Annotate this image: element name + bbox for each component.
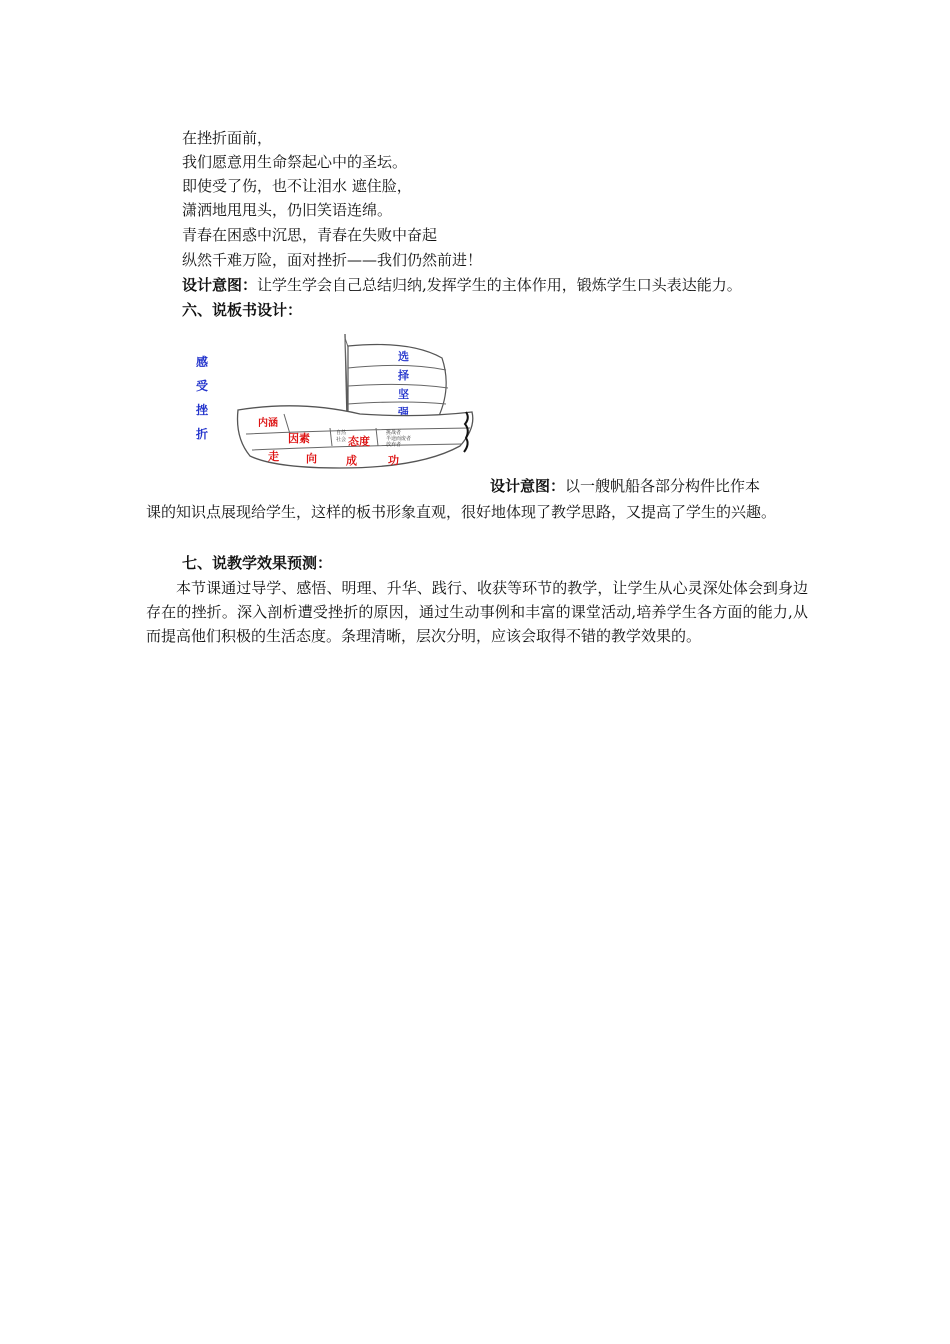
poem-line-1: 在挫折面前，: [182, 129, 273, 147]
design-intent-2-label: 设计意图：: [490, 477, 566, 495]
hull-small-left: 自然: [336, 430, 347, 436]
design-intent-1-label: 设计意图：: [182, 276, 258, 294]
poem-line-4: 潇洒地甩甩头，仍旧笑语连绵。: [182, 201, 393, 219]
design-intent-2-first-line: [490, 475, 760, 497]
section-6-heading: 六、说板书设计：: [182, 301, 303, 319]
section-7-heading: 七、说教学效果预测：: [182, 554, 333, 572]
hull-small-right: 半途而废者: [386, 436, 412, 442]
design-intent-2-text-first: 以一艘帆船各部分构件比作本: [565, 477, 761, 495]
sail-char: 坚: [398, 388, 409, 401]
poem-line-2: 我们愿意用生命祭起心中的圣坛。: [182, 153, 408, 171]
section-7-body: 本节课通过导学、感悟、明理、升华、践行、收获等环节的教学，让学生从心灵深处体会到身边存在的挫折。深入剖析遭受挫折的原因，通过生动事例和丰富的课堂活动,培养学生各方面的能力,从而提高他们积极的生活态度。条理清晰，层次分明，应该会取得不错的教学效果的。: [146, 579, 808, 645]
design-intent-1-text: 让学生学会自己总结归纳,发挥学生的主体作用，锻炼学生口头表达能力。: [257, 276, 742, 294]
vertical-char: 折: [196, 427, 209, 441]
hull-small-right: 放弃者: [386, 442, 402, 448]
vertical-char: 感: [196, 355, 209, 369]
vertical-char: 受: [196, 379, 209, 393]
design-intent-1: [182, 274, 742, 296]
hull-bottom-char: 向: [306, 452, 317, 465]
sail-char: 择: [398, 369, 409, 382]
poem-line-3: 即使受了伤，也不让泪水 遮住脸，: [182, 177, 412, 195]
vertical-char: 挫: [196, 403, 209, 417]
sailboat-board-diagram: [180, 328, 480, 478]
hull-neihan: 内涵: [258, 418, 278, 429]
hull-bottom-char: 成: [346, 454, 357, 467]
hull-bottom-char: 功: [388, 454, 399, 467]
sail-char: 强: [398, 406, 409, 419]
design-intent-2-rest: 课的知识点展现给学生，这样的板书形象直观，很好地体现了教学思路，又提高了学生的兴趣。: [146, 503, 777, 521]
hull-small-left: 社会: [336, 437, 347, 443]
hull-taidu: 态度: [348, 435, 370, 448]
poem-line-5: 青春在困惑中沉思，青春在失败中奋起: [182, 226, 438, 244]
hull-small-right: 挑战者: [386, 430, 402, 436]
hull-yinsu: 因素: [288, 432, 310, 445]
poem-line-6: 纵然千难万险，面对挫折——我们仍然前进！: [182, 251, 483, 269]
hull-bottom-char: 走: [268, 450, 279, 463]
sail-char: 选: [398, 350, 409, 363]
